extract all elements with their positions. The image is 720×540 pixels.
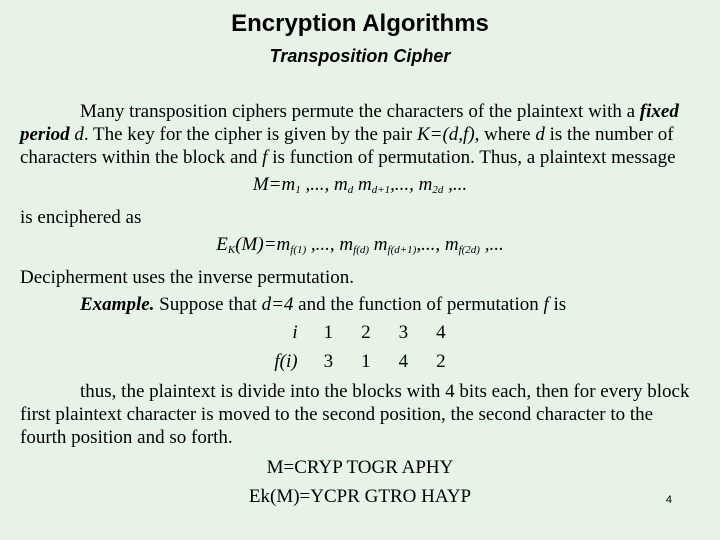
formula-part: ,..., m bbox=[416, 234, 459, 255]
example-paragraph bbox=[20, 293, 700, 316]
formula-part: ,..., m bbox=[300, 174, 348, 195]
formula-part: E bbox=[216, 234, 228, 255]
formula-part: m bbox=[369, 234, 388, 255]
decipherment-text: Decipherment uses the inverse permutation. bbox=[20, 267, 354, 288]
row-header-fi: f(i) bbox=[274, 351, 298, 372]
var-f: f bbox=[543, 294, 549, 315]
formula-sub: f(d+1) bbox=[387, 244, 417, 256]
table-row bbox=[260, 347, 459, 376]
table-cell: 4 bbox=[436, 322, 446, 343]
text-run: and the function of permutation bbox=[293, 294, 544, 315]
ciphertext-formula bbox=[20, 233, 700, 262]
slide-subtitle: Transposition Cipher bbox=[269, 46, 451, 66]
slide-body bbox=[20, 100, 700, 511]
formula-part: ,... bbox=[479, 234, 504, 255]
text-run: is the number of characters within the block and bbox=[20, 124, 674, 168]
key-definition: K=(d,f) bbox=[416, 124, 475, 145]
text-run: Many transposition ciphers permute the characters of the plaintext with a bbox=[80, 101, 640, 122]
formula-part: ,... bbox=[443, 174, 468, 195]
plaintext-formula bbox=[20, 173, 700, 202]
text-run: . The key for the cipher is given by the pair bbox=[83, 124, 417, 145]
var-d: d bbox=[535, 124, 545, 145]
ciphertext-example: Ek(M)=YCPR GTRO HAYP bbox=[248, 486, 472, 507]
formula-sub: f(2d) bbox=[458, 244, 480, 256]
formula-sub: d bbox=[347, 184, 354, 196]
row-header-i: i bbox=[292, 322, 298, 343]
d-equals-4: d=4 bbox=[261, 294, 294, 315]
formula-sub: f(1) bbox=[290, 244, 307, 256]
example-label: Example. bbox=[80, 294, 155, 315]
intro-paragraph bbox=[20, 100, 700, 169]
table-row bbox=[260, 318, 459, 347]
fixed-period-term: fixed period bbox=[20, 101, 679, 145]
formula-sub: K bbox=[227, 244, 236, 256]
formula-sub: 2d bbox=[432, 184, 444, 196]
formula-part: (M)=m bbox=[235, 234, 291, 255]
formula-sub: f(d) bbox=[353, 244, 370, 256]
page-number: 4 bbox=[665, 494, 672, 506]
permutation-table bbox=[260, 318, 459, 376]
enciphered-as-text: is enciphered as bbox=[20, 207, 142, 228]
formula-part: M=m bbox=[252, 174, 296, 195]
text-run: is bbox=[548, 294, 567, 315]
plaintext-example: M=CRYP TOGR APHY bbox=[266, 457, 454, 478]
table-cell: 3 bbox=[398, 322, 409, 343]
text-run: , where bbox=[474, 124, 536, 145]
slide-title: Encryption Algorithms bbox=[231, 10, 489, 37]
table-cell: 2 bbox=[436, 351, 446, 372]
formula-sub: d+1 bbox=[371, 184, 391, 196]
text-run: Suppose that bbox=[154, 294, 262, 315]
explanation-paragraph: thus, the plaintext is divide into the blocks with 4 bits each, then for every block first plaintext character is moved to the second position, the second character to the fourth position and so forth. bbox=[20, 381, 690, 448]
formula-part: ,..., m bbox=[306, 234, 354, 255]
formula-part: ,..., m bbox=[390, 174, 433, 195]
var-d: d bbox=[74, 124, 84, 145]
table-cell: 1 bbox=[323, 322, 334, 343]
formula-part: m bbox=[353, 174, 372, 195]
table-cell: 2 bbox=[361, 322, 371, 343]
var-f: f bbox=[262, 147, 268, 168]
table-cell: 4 bbox=[398, 351, 409, 372]
text-run: is function of permutation. Thus, a plaintext message bbox=[267, 147, 676, 168]
formula-sub: 1 bbox=[295, 184, 301, 196]
table-cell: 3 bbox=[323, 351, 334, 372]
table-cell: 1 bbox=[361, 351, 371, 372]
